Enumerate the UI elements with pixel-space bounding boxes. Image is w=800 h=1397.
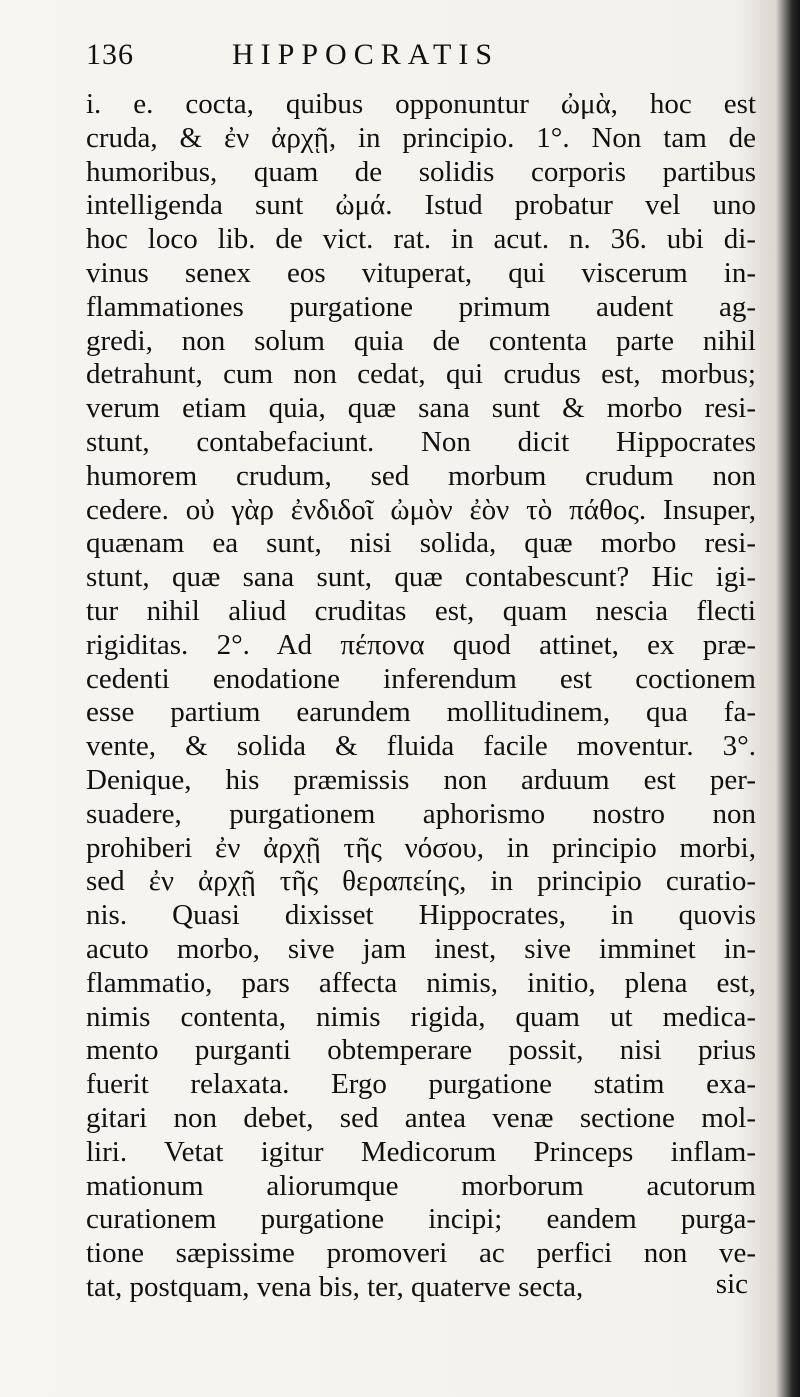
- text-line: rigiditas. 2°. Ad πέπονα quod attinet, ex præ-: [86, 628, 756, 661]
- text-line: nimis contenta, nimis rigida, quam ut medica-: [86, 1000, 756, 1033]
- text-line: stunt, quæ sana sunt, quæ contabescunt? Hic igi-: [86, 561, 756, 594]
- text-line: esse partium earundem mollitudinem, qua fa-: [86, 696, 756, 729]
- text-line: suadere, purgationem aphorismo nostro non: [86, 797, 756, 830]
- text-line: vente, & solida & fluida facile moventur. 3°.: [86, 730, 756, 763]
- text-line: detrahunt, cum non cedat, qui crudus est, morbus;: [86, 358, 756, 391]
- running-head: HIPPOCRATIS: [232, 38, 500, 71]
- text-line: fuerit relaxata. Ergo purgatione statim exa-: [86, 1068, 756, 1101]
- body-text: [86, 88, 756, 1305]
- text-line: tione sæpissime promoveri ac perfici non ve-: [86, 1237, 756, 1270]
- text-line: mento purganti obtemperare possit, nisi prius: [86, 1034, 756, 1067]
- text-line: humoribus, quam de solidis corporis partibus: [86, 155, 756, 188]
- text-line: flammatio, pars affecta nimis, initio, plena est,: [86, 966, 756, 999]
- text-line: humorem crudum, sed morbum crudum non: [86, 459, 756, 492]
- text-line: stunt, contabefaciunt. Non dicit Hippocrates: [86, 425, 756, 458]
- text-line: hoc loco lib. de vict. rat. in acut. n. 36. ubi di-: [86, 223, 756, 256]
- page-header: [86, 38, 686, 78]
- text-line: cedere. οὐ γὰρ ἐνδιδοῖ ὠμὸν ἐὸν τὸ πάθος. Insuper,: [86, 493, 756, 526]
- text-line: cedenti enodatione inferendum est coctionem: [86, 662, 756, 695]
- text-line: cruda, & ἐν ἀρχῇ, in principio. 1°. Non tam de: [86, 121, 756, 154]
- text-line: curationem purgatione incipi; eandem purga-: [86, 1203, 756, 1236]
- text-line: flammationes purgatione primum audent ag-: [86, 290, 756, 323]
- text-line: acuto morbo, sive jam inest, sive imminet in-: [86, 932, 756, 965]
- text-line: gredi, non solum quia de contenta parte nihil: [86, 324, 756, 357]
- text-line: Denique, his præmissis non arduum est per-: [86, 763, 756, 796]
- text-line: tur nihil aliud cruditas est, quam nescia flecti: [86, 594, 756, 627]
- text-line: sed ἐν ἀρχῇ τῆς θεραπείης, in principio curatio-: [86, 865, 756, 898]
- text-line: nis. Quasi dixisset Hippocrates, in quovis: [86, 899, 756, 932]
- text-line: liri. Vetat igitur Medicorum Princeps inflam-: [86, 1135, 756, 1168]
- page-number: 136: [86, 38, 134, 71]
- text-line: gitari non debet, sed antea venæ sectione mol-: [86, 1101, 756, 1134]
- text-line: mationum aliorumque morborum acutorum: [86, 1169, 756, 1202]
- text-line: vinus senex eos vituperat, qui viscerum in-: [86, 256, 756, 289]
- text-line: verum etiam quia, quæ sana sunt & morbo resi-: [86, 392, 756, 425]
- text-line: tat, postquam, vena bis, ter, quaterve secta,: [86, 1270, 584, 1303]
- text-line: i. e. cocta, quibus opponuntur ὠμὰ, hoc est: [86, 88, 756, 120]
- text-line: prohiberi ἐν ἀρχῇ τῆς νόσου, in principio morbi,: [86, 831, 756, 864]
- text-line: intelligenda sunt ὠμά. Istud probatur vel uno: [86, 189, 756, 222]
- text-line: quænam ea sunt, nisi solida, quæ morbo resi-: [86, 527, 756, 560]
- catchword: sic: [715, 1268, 748, 1300]
